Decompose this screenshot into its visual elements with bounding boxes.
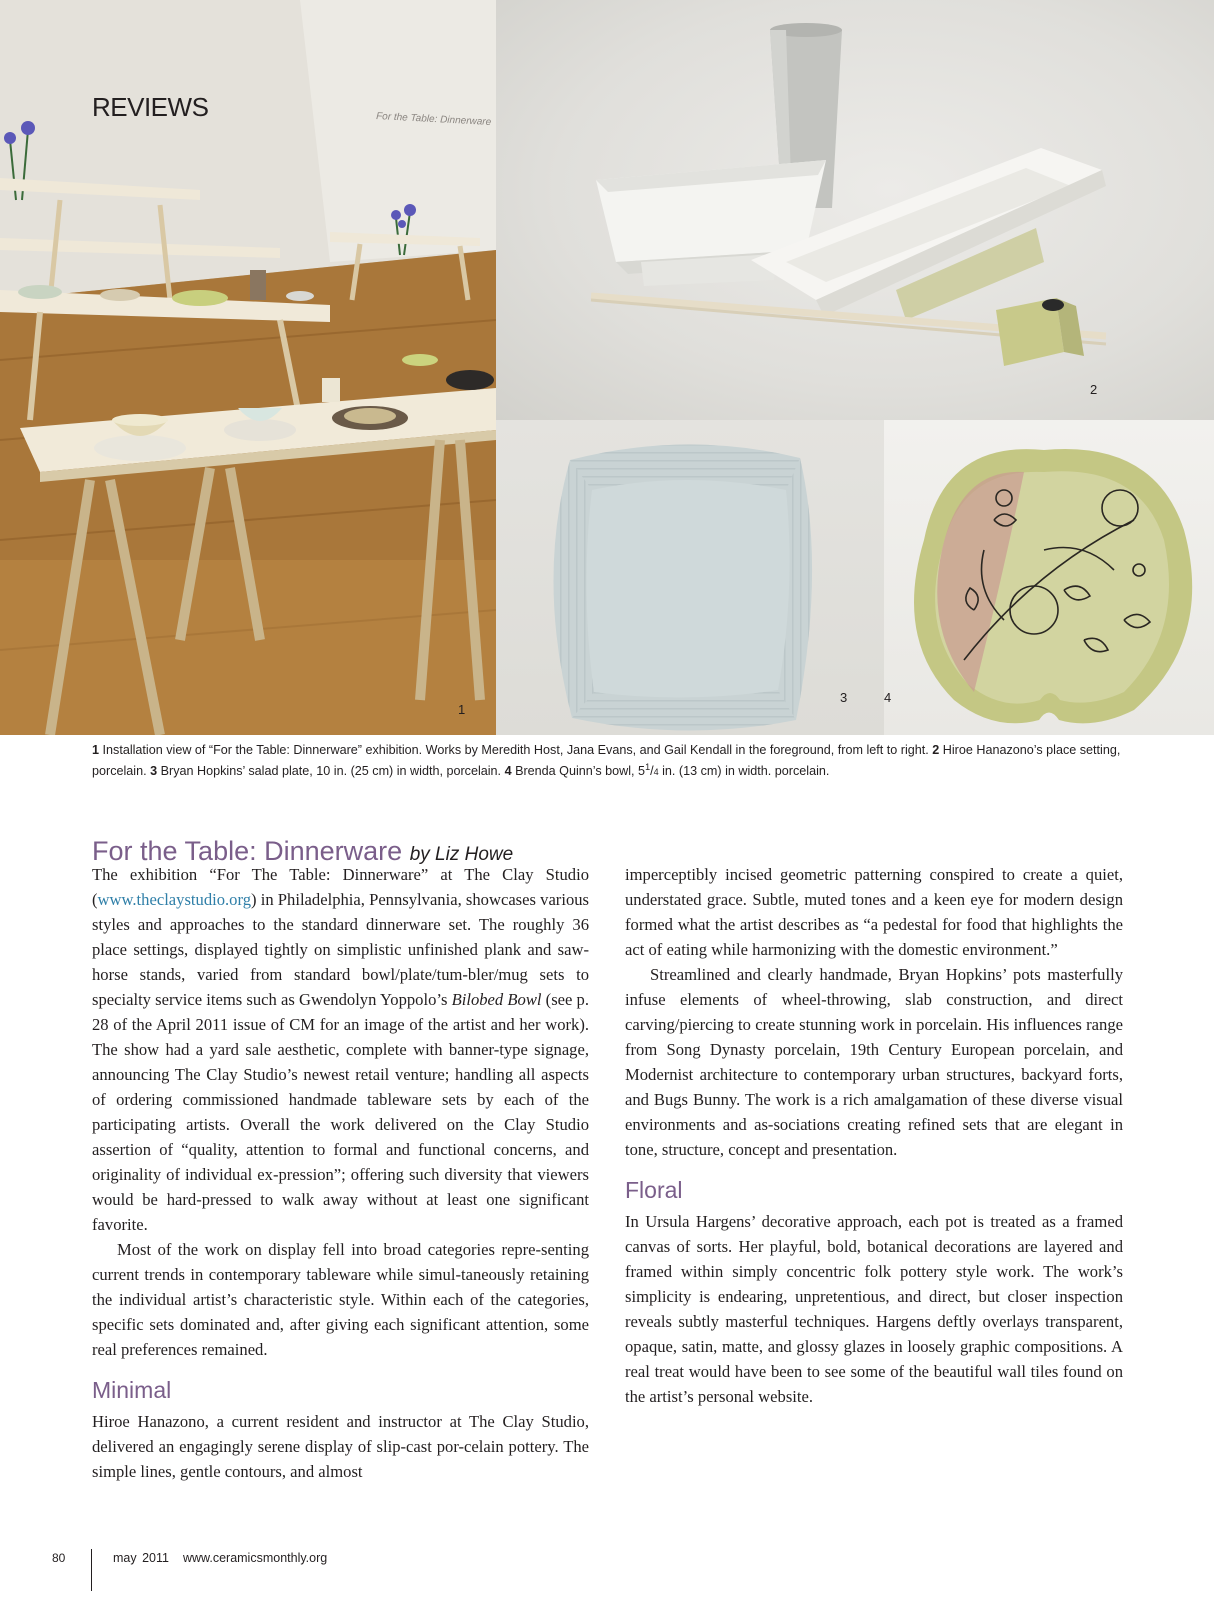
caption-num: 2 [932, 743, 940, 757]
article-title: For the Table: Dinnerware [92, 836, 403, 866]
footer-divider [91, 1549, 92, 1591]
photo-number: 1 [458, 702, 466, 717]
subheading-minimal: Minimal [92, 1377, 172, 1403]
article-paragraph: Most of the work on display fell into broad categories repre-senting current trends in contemporary tableware while simul-taneously retaining the individual artist’s characteristic style. Within each of the categories, specific sets dominated and, after giving each significant attention, some real preferences remained. [92, 1240, 589, 1359]
photo-number: 2 [1090, 382, 1098, 397]
article-column-right [625, 862, 1123, 1409]
fraction-denominator: 4 [653, 767, 659, 778]
photo-caption: 1 Installation view of “For the Table: Dinnerware” exhibition. Works by Meredith Host, Jana Evans, and Gail Kendall in the foreground, from left to right. 2 Hiroe Hanazono’s place setting, porcelain. 3 Bryan Hopkins’ salad plate, 10 in. (25 cm) in width, porcelain. 4 Brenda Quinn’s bowl, $5^1/4$ in. (13 cm) in width. porcelain. [92, 743, 1121, 779]
article-paragraph: In Ursula Hargens’ decorative approach, each pot is treated as a framed canvas of sorts. Her playful, bold, botanical decorations are layered and framed within simply concentric folk pottery style work. The work’s simplicity is endearing, unpretentious, and direct, but closer inspection reveals subtly masterful techniques. Hargens deftly overlays transparent, opaque, satin, matte, and glossy glazes in loosely graphic compositions. A real treat would have been to see some of the beautiful wall tiles found on the artist’s personal website. [625, 1212, 1123, 1406]
bowl-photo [884, 420, 1214, 735]
article-paragraph: imperceptibly incised geometric patterning conspired to create a quiet, understated grace. Subtle, muted tones and a keen eye for modern design formed what the artist describes as “a pedestal for food that highlights the act of eating while harmonizing with the domestic environment.” [625, 865, 1123, 959]
caption-num: 4 [504, 764, 512, 779]
article-column-left [92, 862, 589, 1484]
article-paragraph [92, 862, 589, 1237]
caption-num: 1 [92, 743, 100, 757]
caption-text: in. (13 cm) in width. porcelain. [662, 764, 830, 779]
page-number: 80 [52, 1551, 66, 1565]
photo-number: 4 [884, 690, 892, 705]
article-paragraph: Streamlined and clearly handmade, Bryan Hopkins’ pots masterfully infuse elements of wheel-throwing, slab construction, and direct carving/piercing to create stunning work in porcelain. His influences range from Song Dynasty porcelain, 19th Century European porcelain, and Modernist architecture to contemporary urban structures, backyard forts, and Bugs Bunny. The work is a rich amalgamation of these diverse visual environments and as-sociations creating refined sets that are elegant in tone, structure, concept and presentation. [625, 965, 1123, 1159]
issue-date: may 2011 [113, 1551, 169, 1565]
caption-text: Hiroe Hanazono’s place setting, porcelain. [92, 743, 1121, 779]
paragraph-text: ) in Philadelphia, Pennsylvania, showcases various styles and approaches to the standard dinnerware set. The roughly 36 place settings, displayed tightly on simplistic unfinished plank and saw-horse stands, varied from standard bowl/plate/tum-bler/mug sets to specialty service items such as Gwendolyn Yoppolo’s [92, 890, 589, 1009]
exhibition-sign: For the Table: Dinnerware [375, 110, 492, 129]
caption-text: Brenda Quinn’s bowl, 5 [515, 764, 646, 779]
paragraph-text: The exhibition “For The Table: Dinnerware” at The Clay Studio ( [92, 865, 589, 909]
subheading-floral: Floral [625, 1177, 683, 1203]
salad-plate-photo [496, 420, 884, 735]
place-setting-photo [496, 0, 1214, 420]
paragraph-text: (see p. 28 of the April 2011 issue of CM for an image of the artist and her work). The show had a yard sale aesthetic, complete with banner-type signage, announcing The Clay Studio’s newest retail venture; handling all aspects of ordering commissioned handmade tableware sets by each of the participating artists. Overall the work delivered on the Clay Studio assertion of “quality, attention to formal and functional concerns, and originality of individual ex-pression”; offering such diversity that viewers would be hard-pressed to walk away without at least one significant favorite. [92, 990, 589, 1234]
photo-number: 3 [840, 690, 848, 705]
caption-text: Bryan Hopkins’ salad plate, 10 in. (25 cm) in width, porcelain. [160, 764, 502, 779]
caption-num: 3 [150, 764, 158, 779]
section-tag: REVIEWS [92, 92, 209, 122]
installation-photo [0, 0, 496, 735]
website-link[interactable]: www.ceramicsmonthly.org [182, 1551, 328, 1565]
studio-link[interactable]: www.theclaystudio.org [97, 890, 251, 909]
article-byline: by Liz Howe [409, 844, 514, 865]
caption-text: Installation view of “For the Table: Dinnerware” exhibition. Works by Meredith Host, Jana Evans, and Gail Kendall in the foreground, from left to right. [102, 743, 929, 757]
artwork-title: Bilobed Bowl [451, 990, 542, 1009]
article-paragraph: Hiroe Hanazono, a current resident and instructor at The Clay Studio, delivered an engagingly serene display of slip-cast por-celain pottery. The simple lines, gentle contours, and almost [92, 1412, 589, 1481]
fraction-numerator: 1 [645, 762, 651, 772]
footer [113, 1551, 327, 1565]
